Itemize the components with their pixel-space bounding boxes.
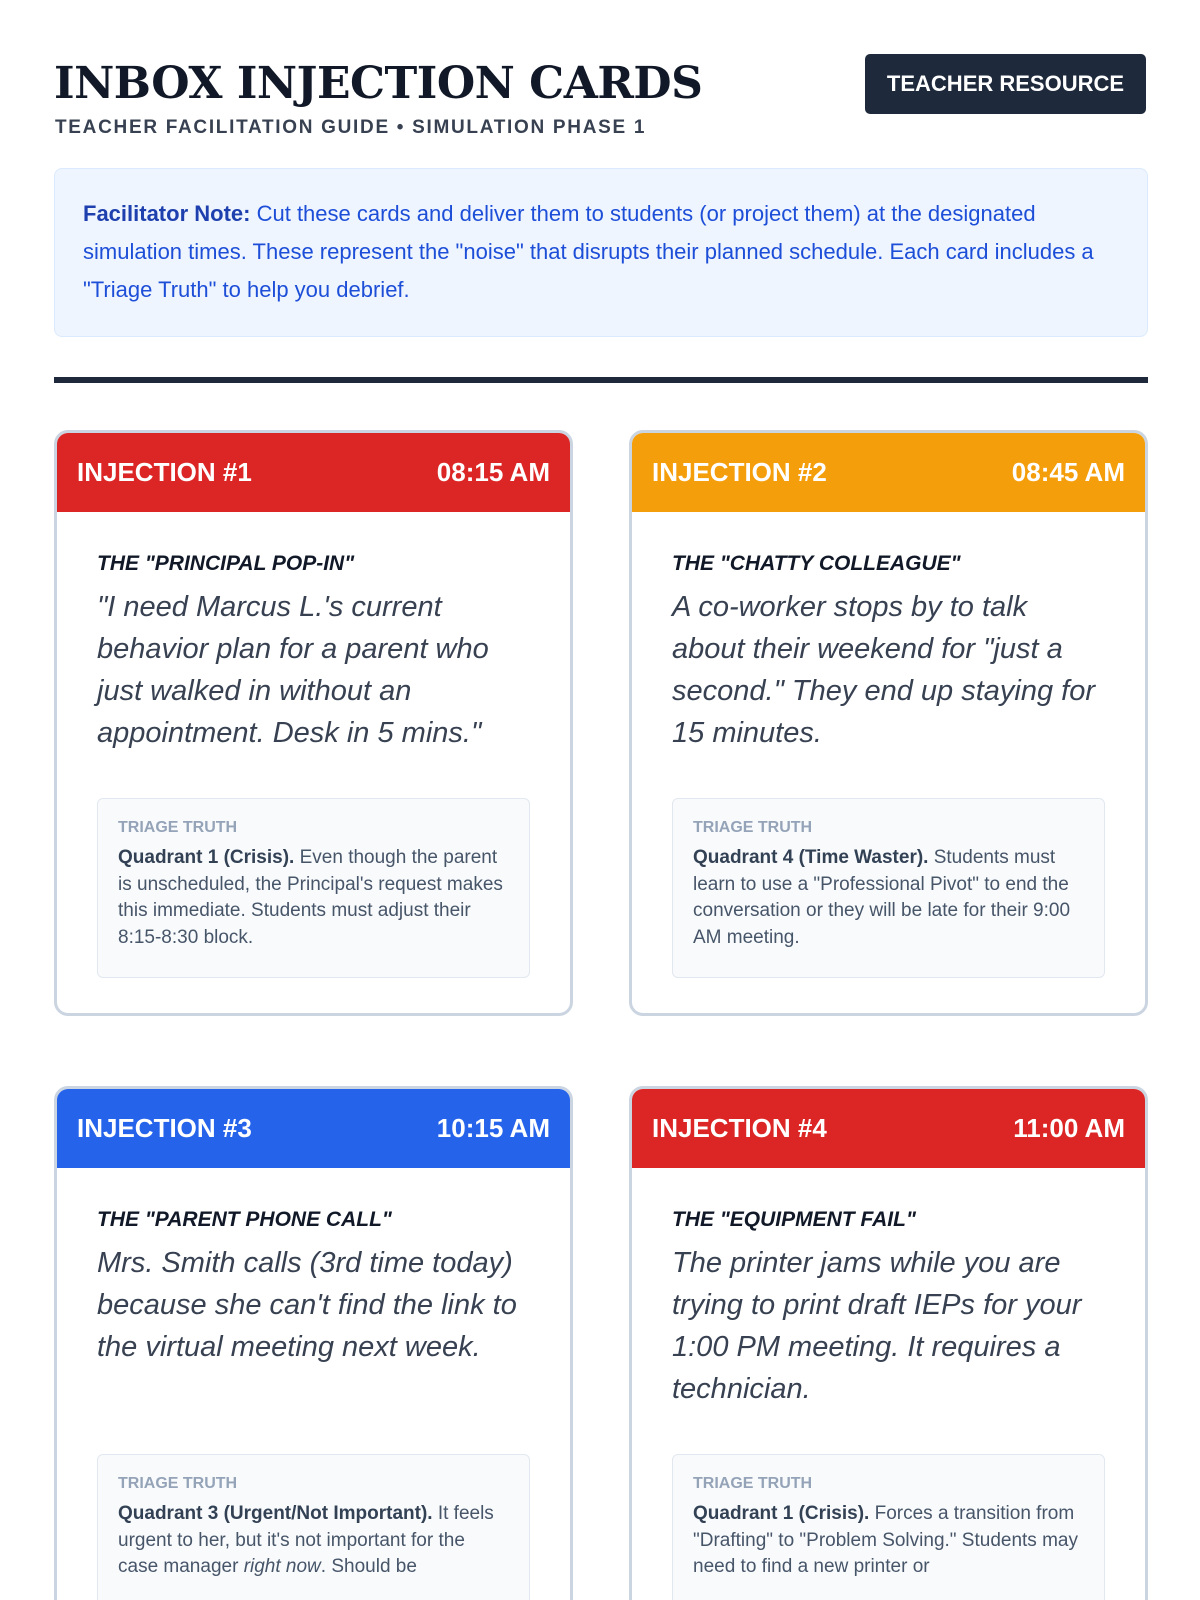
triage-explanation: Even though the parent is unscheduled, the Principal's request makes this immediate. Students must adjust their 8:15-8:30 block. bbox=[118, 847, 503, 948]
card-body bbox=[632, 512, 1145, 978]
scenario-description: The printer jams while you are trying to print draft IEPs for your 1:00 PM meeting. It requires a technician. bbox=[672, 1247, 1082, 1405]
injection-time: 10:15 AM bbox=[436, 1113, 550, 1143]
triage-explanation: Students must learn to use a "Professional Pivot" to end the conversation or they will be late for their 9:00 AM meeting. bbox=[693, 847, 1071, 948]
card-header bbox=[632, 433, 1145, 512]
triage-truth-text bbox=[118, 845, 509, 951]
scenario-description: "I need Marcus L.'s current behavior plan for a parent who just walked in without an appointment. Desk in 5 mins." bbox=[97, 591, 489, 749]
injection-label: INJECTION #4 bbox=[652, 1113, 827, 1143]
card-header bbox=[57, 1089, 570, 1168]
triage-explanation: Forces a transition from "Drafting" to "Problem Solving." Students may need to find a new printer or bbox=[693, 1503, 1078, 1577]
triage-truth-box bbox=[97, 798, 530, 978]
injection-card-2 bbox=[629, 430, 1148, 1016]
teacher-resource-badge: TEACHER RESOURCE bbox=[865, 54, 1146, 114]
section-divider bbox=[54, 377, 1148, 383]
scenario-title: THE "PARENT PHONE CALL" bbox=[97, 1208, 392, 1231]
triage-truth-label: TRIAGE TRUTH bbox=[693, 819, 813, 836]
triage-truth-box bbox=[97, 1454, 530, 1600]
injection-card-1 bbox=[54, 430, 573, 1016]
facilitator-note-label: Facilitator Note: bbox=[83, 201, 251, 226]
page-title: INBOX INJECTION CARDS bbox=[54, 58, 703, 109]
triage-explanation-end: . Should be bbox=[320, 1556, 417, 1577]
card-body bbox=[57, 1168, 570, 1600]
card-header bbox=[57, 433, 570, 512]
triage-truth-label: TRIAGE TRUTH bbox=[693, 1475, 813, 1492]
card-body bbox=[632, 1168, 1145, 1600]
triage-explanation: It feels urgent to her, but it's not important for the case manager bbox=[118, 1503, 494, 1577]
facilitator-note-text: Cut these cards and deliver them to students (or project them) at the designated simulation times. These represent the "noise" that disrupts their planned schedule. Each card includes a "Triage Truth" to help you debrief. bbox=[83, 201, 1094, 302]
triage-truth-label: TRIAGE TRUTH bbox=[118, 1475, 238, 1492]
scenario-title: THE "CHATTY COLLEAGUE" bbox=[672, 552, 961, 575]
scenario-title: THE "PRINCIPAL POP-IN" bbox=[97, 552, 355, 575]
triage-quadrant: Quadrant 4 (Time Waster). bbox=[693, 847, 929, 868]
injection-label: INJECTION #3 bbox=[77, 1113, 252, 1143]
scenario-description: Mrs. Smith calls (3rd time today) because she can't find the link to the virtual meeting next week. bbox=[97, 1247, 517, 1363]
triage-truth-text bbox=[118, 1501, 509, 1581]
card-body bbox=[57, 512, 570, 978]
triage-truth-label: TRIAGE TRUTH bbox=[118, 819, 238, 836]
injection-card-3 bbox=[54, 1086, 573, 1600]
injection-time: 11:00 AM bbox=[1013, 1113, 1125, 1143]
injection-label: INJECTION #2 bbox=[652, 457, 827, 487]
triage-quadrant: Quadrant 1 (Crisis). bbox=[693, 1503, 870, 1524]
scenario-description: A co-worker stops by to talk about their weekend for "just a second." They end up staying for 15 minutes. bbox=[672, 591, 1095, 749]
card-header bbox=[632, 1089, 1145, 1168]
scenario-title: THE "EQUIPMENT FAIL" bbox=[672, 1208, 916, 1231]
triage-truth-text bbox=[693, 1501, 1084, 1581]
injection-time: 08:45 AM bbox=[1011, 457, 1125, 487]
triage-truth-text bbox=[693, 845, 1084, 951]
triage-quadrant: Quadrant 1 (Crisis). bbox=[118, 847, 295, 868]
injection-label: INJECTION #1 bbox=[77, 457, 252, 487]
header bbox=[54, 0, 1146, 160]
triage-truth-box bbox=[672, 1454, 1105, 1600]
triage-emphasis: right now bbox=[243, 1556, 321, 1577]
triage-quadrant: Quadrant 3 (Urgent/Not Important). bbox=[118, 1503, 433, 1524]
injection-time: 08:15 AM bbox=[436, 457, 550, 487]
triage-truth-box bbox=[672, 798, 1105, 978]
injection-card-4 bbox=[629, 1086, 1148, 1600]
facilitator-note bbox=[54, 168, 1148, 337]
page-subtitle: TEACHER FACILITATION GUIDE • SIMULATION PHASE 1 bbox=[55, 117, 647, 138]
